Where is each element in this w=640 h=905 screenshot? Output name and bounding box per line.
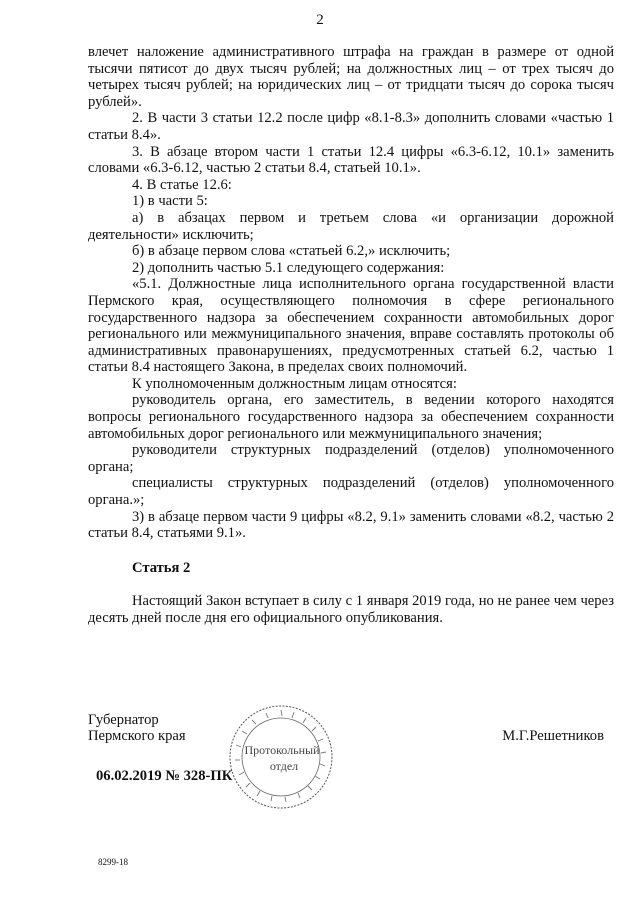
signatory-name: М.Г.Решетников <box>502 728 604 744</box>
signature-block <box>88 712 614 812</box>
paragraph-item-3: 3. В абзаце втором части 1 статьи 12.4 цифры «6.3-6.12, 10.1» заменить словами «6.3-6.12, частью 2 статьи 8.4, статьей 10.1». <box>88 143 614 177</box>
official-stamp <box>226 702 336 812</box>
position-line-2: Пермского края <box>88 728 186 744</box>
paragraph-subitem-2: 2) дополнить частью 5.1 следующего содержания: <box>132 259 445 276</box>
paragraph-subitem-1: 1) в части 5: <box>132 193 208 210</box>
paragraph-heads-of-divisions: руководители структурных подразделений (отделов) уполномоченного органа; <box>88 442 614 475</box>
stamp-text-line-1: Протокольный <box>244 743 320 757</box>
paragraph-head-of-body: руководитель органа, его заместитель, в ведении которого находятся вопросы регионального государственного надзора за обеспечением сохранности автомобильных дорог регионального или межмуниципального значения; <box>88 392 614 442</box>
paragraph-part-5-1: «5.1. Должностные лица исполнительного органа государственной власти Пермского края, осуществляющего полномочия в сфере регионального государственного надзора за обеспечением сохранности автомобильных дорог регионального или межмуниципального значения, вправе составлять протоколы об административных правонарушениях, предусмотренных статьей 6.2, частью 1 статьи 8.4 настоящего Закона, в пределах своих полномочий. <box>88 276 614 376</box>
paragraph-subitem-3: 3) в абзаце первом части 9 цифры «8.2, 9.1» заменить словами «8.2, частью 2 статьи 8.4, статьями 9.1». <box>88 508 614 542</box>
document-code: 8299-18 <box>98 857 128 867</box>
page-number: 2 <box>316 12 324 28</box>
article-2-body: Настоящий Закон вступает в силу с 1 января 2019 года, но не ранее чем через десять дней после дня его официального опубликования. <box>88 593 614 626</box>
signatory-position <box>88 712 186 744</box>
stamp-text-line-2: отдел <box>269 759 299 773</box>
paragraph-item-2: 2. В части 3 статьи 12.2 после цифр «8.1-8.3» дополнить словами «частью 1 статьи 8.4». <box>88 110 614 143</box>
paragraph-item-4: 4. В статье 12.6: <box>132 176 232 193</box>
paragraph-subitem-b: б) в абзаце первом слова «статьей 6.2,» исключить; <box>132 243 451 260</box>
paragraph-authorized-officials: К уполномоченным должностным лицам относятся: <box>132 375 457 392</box>
paragraph-fine-amounts: влечет наложение административного штрафа на граждан в размере от одной тысячи пятисот до двух тысяч рублей; на должностных лиц – от трех тысяч до четырех тысяч рублей; на юридических лиц – от тридцати тысяч до сорока тысяч рублей». <box>88 44 614 110</box>
position-line-1: Губернатор <box>88 712 159 728</box>
article-2-heading: Статья 2 <box>132 559 191 576</box>
paragraph-subitem-a: а) в абзацах первом и третьем слова «и организации дорожной деятельности» исключить; <box>88 209 614 243</box>
paragraph-specialists: специалисты структурных подразделений (отделов) уполномоченного органа.»; <box>88 475 614 509</box>
document-body <box>88 44 614 627</box>
law-date-and-number: 06.02.2019 № 328-ПК <box>96 768 233 784</box>
